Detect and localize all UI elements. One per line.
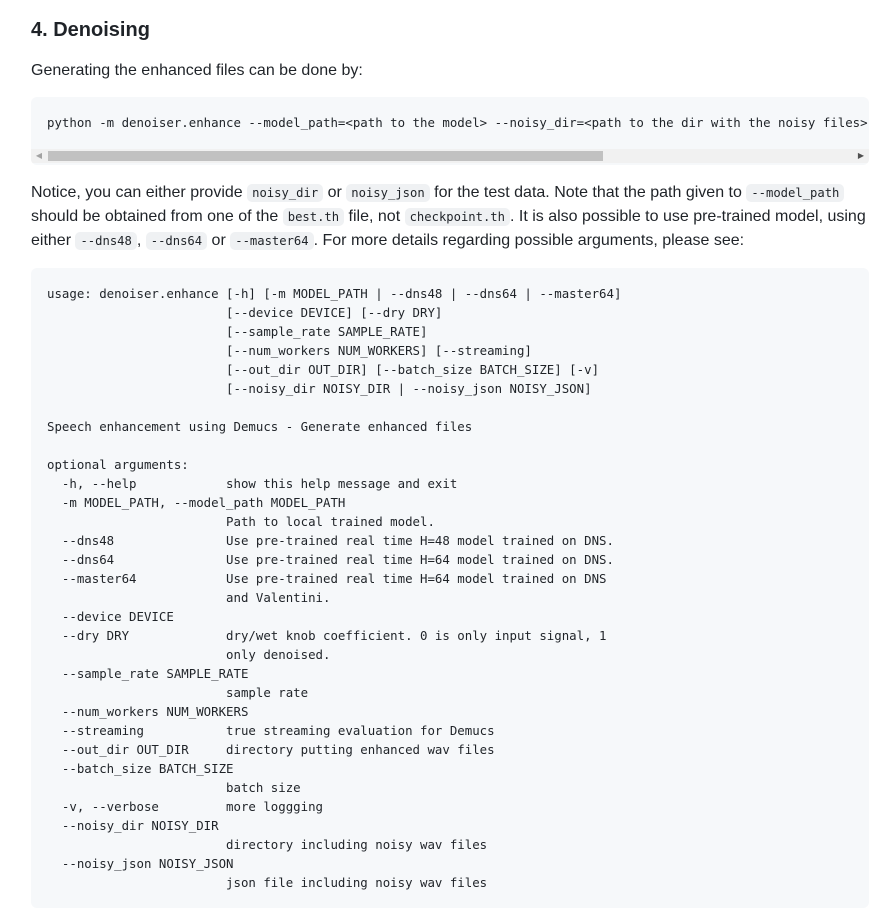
- intro-paragraph: Generating the enhanced files can be done by:: [31, 62, 363, 79]
- command-text: python -m denoiser.enhance --model_path=<path to the model> --noisy_dir=<path to the dir with the noisy files>: [47, 115, 868, 130]
- scroll-right-arrow-icon[interactable]: ▶: [857, 151, 865, 160]
- usage-code-block: [31, 268, 869, 908]
- notice-text: for the test data. Note that the path given to: [429, 184, 747, 201]
- horizontal-scrollbar[interactable]: [31, 149, 869, 163]
- inline-code-noisy-json: noisy_json: [346, 184, 429, 202]
- scroll-left-arrow-icon[interactable]: ◀: [35, 151, 43, 160]
- inline-code-dns48: --dns48: [75, 232, 136, 250]
- inline-code-dns64: --dns64: [146, 232, 207, 250]
- inline-code-checkpoint-th: checkpoint.th: [405, 208, 510, 226]
- notice-text: file, not: [344, 208, 405, 225]
- command-code-block: [31, 97, 869, 165]
- inline-code-master64: --master64: [230, 232, 313, 250]
- notice-text: or: [207, 232, 231, 249]
- usage-text: usage: denoiser.enhance [-h] [-m MODEL_PATH | --dns48 | --dns64 | --master64] [--device DEVICE] [--dry DRY] [--sample_rate SAMPLE_RATE] [--num_workers NUM_WORKERS] [--streaming] [--out_dir OUT_DIR] [--batch_size BATCH_SIZE] [-v] [--noisy_dir NOISY_DIR | --noisy_json NOISY_JSON] Speech enhancement using Demucs - Generate enhanced files optional arguments: -h, --help show this help message and exit -m MODEL_PATH, --model_path MODEL_PATH Path to local trained model. --dns48 Use pre-trained real time H=48 model trained on DNS. --dns64 Use pre-trained real time H=64 model trained on DNS. --master64 Use pre-trained real time H=64 model trained on DNS and Valentini. --device DEVICE --dry DRY dry/wet knob coefficient. 0 is only input signal, 1 only denoised. --sample_rate SAMPLE_RATE sample rate --num_workers NUM_WORKERS --streaming true streaming evaluation for Demucs --out_dir OUT_DIR directory putting enhanced wav files --batch_size BATCH_SIZE batch size -v, --verbose more loggging --noisy_dir NOISY_DIR directory including noisy wav files --noisy_json NOISY_JSON json file including noisy wav files: [47, 286, 622, 890]
- scrollbar-thumb[interactable]: [48, 151, 603, 161]
- notice-paragraph: [31, 181, 869, 253]
- notice-text: ,: [136, 232, 146, 249]
- notice-text: Notice, you can either provide: [31, 184, 248, 201]
- inline-code-best-th: best.th: [283, 208, 344, 226]
- inline-code-noisy-dir: noisy_dir: [247, 184, 323, 202]
- inline-code-model-path: --model_path: [746, 184, 844, 202]
- notice-text: . For more details regarding possible arguments, please see:: [313, 232, 745, 249]
- section-heading: 4. Denoising: [31, 19, 150, 41]
- notice-text: or: [323, 184, 347, 201]
- notice-text: should be obtained from one of the: [31, 208, 283, 225]
- notice-text: . It is also possible to use pre-trained model, using either: [31, 208, 866, 249]
